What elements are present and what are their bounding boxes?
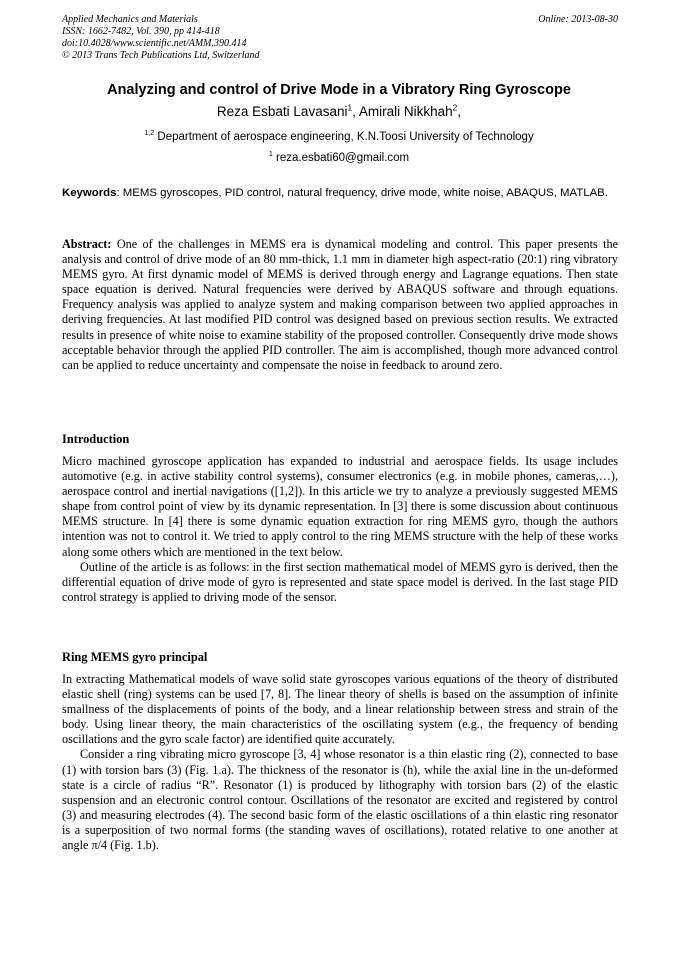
- copyright-line: © 2013 Trans Tech Publications Ltd, Switzerland: [62, 50, 260, 61]
- email-line: [40, 152, 638, 164]
- keywords: [62, 186, 618, 201]
- affiliation-sup: 1,2: [144, 129, 155, 138]
- running-header: [62, 14, 618, 62]
- ring-paragraph-1: In extracting Mathematical models of wave solid state gyroscopes various equations of the theory of distributed elastic shell (ring) systems can be used [7, 8]. The linear theory of shells is based on the assumption of infinite smallness of the displacements of points of the body, and a linear relationship between stress and strain of the body. Using linear theory, the main characteristics of the oscillating system (e.g., the frequency of bending oscillations and the gyro scale factor) are identified quite accurately.: [62, 672, 618, 747]
- keywords-label: Keywords: [62, 187, 117, 199]
- author-end: ,: [457, 104, 462, 119]
- doi-line: doi:10.4028/www.scientific.net/AMM.390.414: [62, 38, 247, 49]
- author-1-sup: 1: [347, 102, 353, 113]
- abstract-text: One of the challenges in MEMS era is dynamical modeling and control. This paper presents the analysis and control of drive mode of an 80 mm-thick, 1.1 mm in diameter high aspect-ratio (20:1) ring vibratory MEMS gyro. At first dynamic model of MEMS is derived through energy and Lagrange equations. Then state space equation is derived. Natural frequencies were derived by ABAQUS software and through equations. Frequency analysis was applied to analyze system and making comparison between two applied approaches in deriving frequencies. At last modified PID control was designed based on previous section results. We extracted results in presence of white noise to examine stability of the proposed controller. Consequently drive mode shows acceptable behavior through the applied PID controller. The aim is accomplished, though more advanced control can be applied to reduce uncertainty and compensate the noise in feedback to around zero.: [62, 237, 619, 372]
- author-2: Amirali Nikkhah: [358, 104, 453, 119]
- author-separator: ,: [352, 104, 359, 119]
- affiliation: [40, 131, 638, 143]
- introduction-section: [62, 454, 618, 605]
- paper-title: Analyzing and control of Drive Mode in a Vibratory Ring Gyroscope: [107, 82, 571, 98]
- abstract: [62, 237, 618, 373]
- ring-section-heading: Ring MEMS gyro principal: [62, 650, 208, 664]
- ring-paragraph-2: Consider a ring vibrating micro gyroscope [3, 4] whose resonator is a thin elastic ring (2), connected to base (1) with torsion bars (3) (Fig. 1.a). The thickness of the resonator is (h), while the axial line in the un-deformed state is a circle of radius “R”. Resonator (1) is produced by lithography with torsion bars (2) of the elastic suspension and an electronic control contour. Oscillations of the resonator are excited and registered by control (3) and measuring electrodes (4). The second basic form of the elastic oscillations of a thin elastic ring resonator is a superposition of two normal forms (the standing waves of oscillations), rotated relative to one another at angle π/4 (Fig. 1.b).: [62, 747, 618, 853]
- keywords-text: : MEMS gyroscopes, PID control, natural frequency, drive mode, white noise, ABAQUS, MATLAB.: [116, 187, 608, 199]
- introduction-heading: Introduction: [62, 432, 130, 446]
- author-1: Reza Esbati Lavasani: [216, 104, 348, 119]
- online-date: Online: 2013-08-30: [538, 14, 618, 25]
- affiliation-text: Department of aerospace engineering, K.N.Toosi University of Technology: [157, 131, 534, 143]
- ring-section: [62, 672, 618, 853]
- author-2-sup: 2: [452, 102, 458, 113]
- introduction-paragraph-1: Micro machined gyroscope application has expanded to industrial and aerospace fields. Its usage includes automotive (e.g. in active stability control systems), consumer electronics (e.g. in mobile phones, cameras,…), aerospace control and inertial navigations ([1,2]). In this article we try to analyze a previously suggested MEMS shape from control point of view by its dynamic representation. In [3] there is some discussion about continuous MEMS structure. In [4] there is some dynamic equation extraction for ring MEMS gyro, though the authors intention was not to control it. We tried to apply control to the ring MEMS structure with the help of these works along some others which are mentioned in the text below.: [62, 454, 618, 559]
- journal-name: Applied Mechanics and Materials: [62, 14, 198, 25]
- introduction-paragraph-2: Outline of the article is as follows: in the first section mathematical model of MEMS gyro is derived, then the differential equation of drive mode of gyro is represented and state space model is derived. In the last stage PID control strategy is applied to driving mode of the sensor.: [62, 559, 618, 604]
- abstract-label: Abstract:: [62, 237, 112, 251]
- author-line: [40, 104, 638, 119]
- email-address[interactable]: reza.esbati60@gmail.com: [276, 152, 410, 164]
- email-sup: 1: [268, 150, 273, 159]
- issn-line: ISSN: 1662-7482, Vol. 390, pp 414-418: [62, 26, 220, 37]
